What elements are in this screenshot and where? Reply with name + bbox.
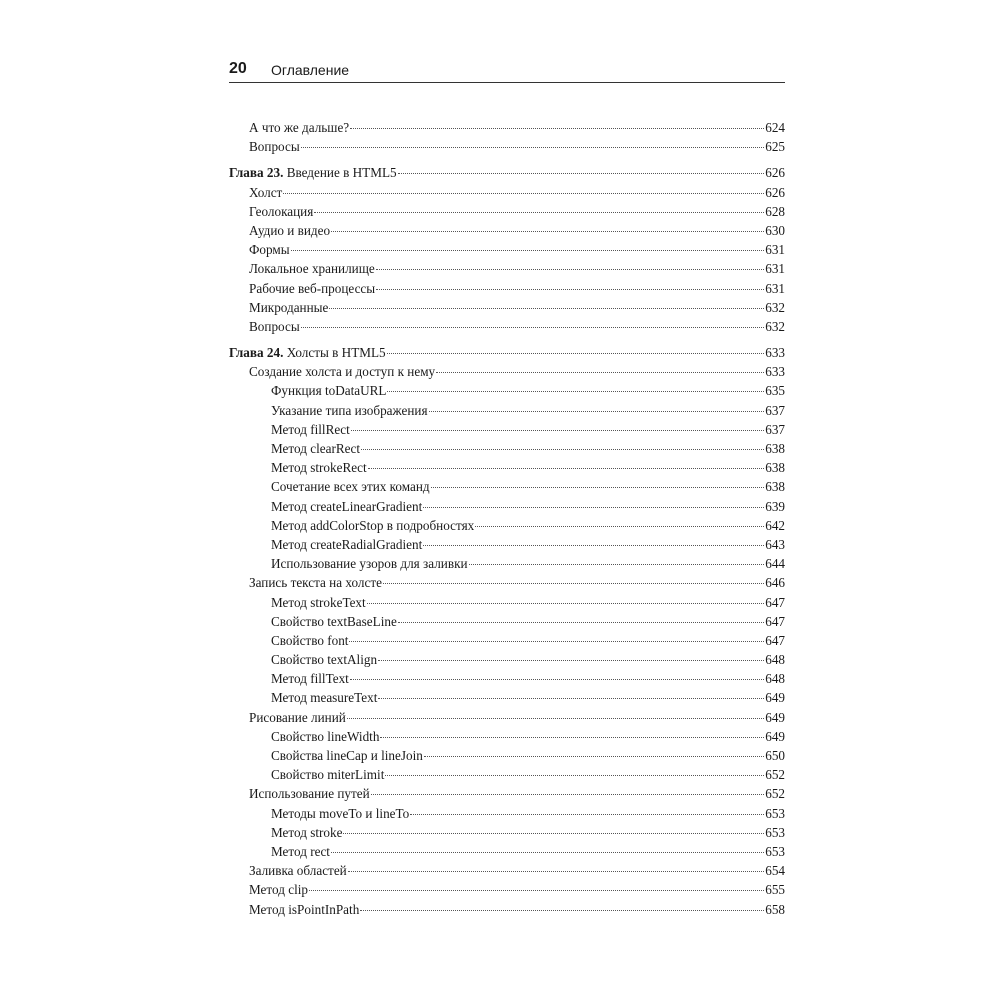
toc-entry-title xyxy=(271,631,348,650)
toc-page-number: 633 xyxy=(765,345,785,361)
toc-page-number: 632 xyxy=(765,318,785,334)
dot-leader xyxy=(376,268,764,270)
toc-entry xyxy=(229,381,785,400)
toc-entry-title xyxy=(249,317,300,336)
toc-entry xyxy=(229,458,785,477)
dot-leader xyxy=(291,249,765,251)
toc-entry xyxy=(229,259,785,278)
toc-entry xyxy=(229,137,785,156)
toc-page-number: 655 xyxy=(765,882,785,898)
toc-entry-title xyxy=(249,708,346,727)
toc-page-number: 653 xyxy=(765,805,785,821)
toc-entry-label: А что же дальше? xyxy=(249,120,350,135)
chapter-number: Глава 23. xyxy=(229,165,284,181)
toc-entry-title xyxy=(229,163,397,182)
toc-page-number: 649 xyxy=(765,728,785,744)
dot-leader xyxy=(380,736,764,738)
dot-leader xyxy=(383,582,764,584)
toc-page-number: 631 xyxy=(765,242,785,258)
toc-entry xyxy=(229,593,785,612)
toc-entry-label: Микроданные xyxy=(249,299,329,315)
section-title: Оглавление xyxy=(271,62,350,78)
dot-leader xyxy=(331,230,764,232)
chapter-number: Глава 24. xyxy=(229,345,284,361)
toc-entry-label: Свойство textAlign xyxy=(271,652,378,668)
toc-entry-title xyxy=(271,669,349,688)
dot-leader xyxy=(429,410,765,412)
toc-page-number: 630 xyxy=(765,222,785,238)
toc-page-number: 647 xyxy=(765,594,785,610)
toc-page-number: 626 xyxy=(765,184,785,200)
toc-page-number: 642 xyxy=(765,517,785,533)
toc-entry-title xyxy=(229,343,386,362)
toc-entry xyxy=(229,317,785,336)
toc-entry-title xyxy=(271,765,384,784)
toc-entry-label: Метод fillText xyxy=(271,671,349,687)
dot-leader xyxy=(410,813,764,815)
toc-entry-label: Метод clip xyxy=(249,882,308,898)
toc-entry-title xyxy=(249,221,330,240)
dot-leader xyxy=(423,544,764,546)
toc-page-number: 648 xyxy=(765,671,785,687)
toc-entry-title xyxy=(249,298,328,317)
toc-page-number: 639 xyxy=(765,498,785,514)
toc-chapter-entry xyxy=(229,343,785,362)
toc-entry xyxy=(229,183,785,202)
page-number: 20 xyxy=(229,60,247,77)
toc-entry xyxy=(229,861,785,880)
toc-page-number: 653 xyxy=(765,824,785,840)
toc-entry-title xyxy=(271,516,474,535)
toc-entry xyxy=(229,516,785,535)
toc-page-number: 638 xyxy=(765,460,785,476)
toc-entry xyxy=(229,746,785,765)
toc-entry-label: Свойство textBaseLine xyxy=(271,613,397,629)
toc-entry-label: Заливка областей xyxy=(249,863,347,879)
dot-leader xyxy=(349,640,764,642)
toc-entry-label: Метод stroke xyxy=(271,824,343,840)
dot-leader xyxy=(385,774,764,776)
toc-entry-label: Запись текста на холсте xyxy=(249,575,382,591)
toc-entry-title xyxy=(271,746,423,765)
toc-entry xyxy=(229,823,785,842)
toc-page-number: 658 xyxy=(765,901,785,917)
toc-page-number: 648 xyxy=(765,652,785,668)
toc-entry-label: Метод addColorStop в подробностях xyxy=(271,517,475,533)
toc-entry-label: Метод isPointInPath xyxy=(249,901,360,917)
toc-entry xyxy=(229,842,785,861)
dot-leader xyxy=(351,429,764,431)
toc-entry-label: Функция toDataURL xyxy=(271,383,387,399)
toc-entry-title xyxy=(249,900,359,919)
toc-entry-label: Указание типа изображения xyxy=(271,402,428,418)
toc-entry-title xyxy=(271,593,366,612)
dot-leader xyxy=(387,352,765,354)
toc-entry-label: Метод strokeRect xyxy=(271,460,367,476)
toc-entry-title xyxy=(249,202,313,221)
table-of-contents xyxy=(229,118,785,919)
toc-page-number: 631 xyxy=(765,261,785,277)
toc-entry-label: Метод clearRect xyxy=(271,441,360,456)
toc-entry-label: Метод createLinearGradient xyxy=(271,498,423,514)
toc-chapter-entry xyxy=(229,163,785,182)
toc-entry-title xyxy=(249,183,282,202)
toc-entry xyxy=(229,497,785,516)
toc-page-number: 628 xyxy=(765,203,785,219)
toc-entry xyxy=(229,535,785,554)
toc-entry-label: Вопросы xyxy=(249,139,300,155)
toc-entry-title xyxy=(271,688,377,707)
toc-entry-title xyxy=(249,259,375,278)
toc-entry-title xyxy=(249,573,382,592)
toc-entry xyxy=(229,439,785,458)
toc-page-number: 625 xyxy=(765,139,785,155)
toc-entry-title xyxy=(249,861,347,880)
toc-entry-label: Свойство miterLimit xyxy=(271,767,385,783)
toc-entry-label: Метод strokeText xyxy=(271,594,366,610)
toc-entry-label: Введение в HTML5 xyxy=(286,165,397,181)
dot-leader xyxy=(283,192,764,194)
toc-entry-title xyxy=(249,240,290,259)
toc-entry xyxy=(229,221,785,240)
toc-entry xyxy=(229,420,785,439)
dot-leader xyxy=(469,563,765,565)
toc-page-number: 632 xyxy=(765,299,785,315)
toc-page-number: 652 xyxy=(765,767,785,783)
toc-entry-title xyxy=(249,137,300,156)
toc-entry-label: Сочетание всех этих команд xyxy=(271,479,430,495)
dot-leader xyxy=(378,659,764,661)
toc-entry xyxy=(229,900,785,919)
toc-entry xyxy=(229,650,785,669)
toc-page-number: 635 xyxy=(765,383,785,399)
dot-leader xyxy=(371,793,765,795)
toc-entry xyxy=(229,765,785,784)
toc-page-number: 637 xyxy=(765,421,785,437)
dot-leader xyxy=(368,467,765,469)
dot-leader xyxy=(329,307,764,309)
toc-entry-title xyxy=(249,362,435,381)
toc-entry-label: Использование путей xyxy=(249,786,370,802)
dot-leader xyxy=(378,697,764,699)
toc-entry xyxy=(229,554,785,573)
dot-leader xyxy=(309,889,764,891)
dot-leader xyxy=(398,621,764,623)
toc-entry-title xyxy=(271,477,430,496)
dot-leader xyxy=(436,371,764,373)
toc-page-number: 647 xyxy=(765,613,785,629)
toc-entry-title xyxy=(271,823,342,842)
toc-entry xyxy=(229,688,785,707)
toc-entry-title xyxy=(271,497,422,516)
toc-page-number: 626 xyxy=(765,165,785,181)
toc-entry xyxy=(229,279,785,298)
toc-entry xyxy=(229,727,785,746)
dot-leader xyxy=(350,678,764,680)
toc-entry-label: Аудио и видео xyxy=(249,222,331,238)
toc-entry xyxy=(229,362,785,381)
toc-entry-title xyxy=(271,458,367,477)
toc-entry-label: Метод fillRect xyxy=(271,421,350,437)
toc-entry-title xyxy=(249,279,375,298)
dot-leader xyxy=(314,211,764,213)
toc-entry xyxy=(229,804,785,823)
toc-entry xyxy=(229,573,785,592)
toc-entry-title xyxy=(271,381,386,400)
toc-entry xyxy=(229,202,785,221)
toc-page-number: 643 xyxy=(765,536,785,552)
toc-page-number: 652 xyxy=(765,786,785,802)
toc-entry-label: Холсты в HTML5 xyxy=(286,345,386,361)
dot-leader xyxy=(387,390,764,392)
toc-entry-label: Свойство lineWidth xyxy=(271,728,380,744)
toc-entry xyxy=(229,477,785,496)
toc-entry xyxy=(229,708,785,727)
toc-page-number: 644 xyxy=(765,556,785,572)
dot-leader xyxy=(424,755,764,757)
dot-leader xyxy=(301,326,765,328)
toc-entry-label: Создание холста и доступ к нему xyxy=(249,364,436,380)
toc-entry-title xyxy=(249,784,370,803)
toc-entry-title xyxy=(271,842,330,861)
toc-page-number: 638 xyxy=(765,479,785,495)
dot-leader xyxy=(376,288,764,290)
dot-leader xyxy=(361,448,764,450)
dot-leader xyxy=(343,832,764,834)
toc-entry xyxy=(229,880,785,899)
toc-entry-label: Свойства lineCap и lineJoin xyxy=(271,748,423,763)
toc-entry-label: Использование узоров для заливки xyxy=(271,556,468,572)
toc-entry-label: Локальное хранилище xyxy=(249,261,375,277)
toc-entry-title xyxy=(271,401,428,420)
toc-entry-title xyxy=(271,612,397,631)
toc-entry-label: Методы moveTo и lineTo xyxy=(271,805,410,821)
toc-entry-title xyxy=(249,118,349,137)
toc-entry xyxy=(229,240,785,259)
toc-page-number: 647 xyxy=(765,632,785,648)
toc-entry-label: Рабочие веб-процессы xyxy=(249,280,376,296)
toc-page-number: 638 xyxy=(765,441,785,456)
toc-entry-label: Формы xyxy=(249,242,290,258)
toc-entry-label: Геолокация xyxy=(249,203,314,219)
toc-entry-title xyxy=(271,804,409,823)
toc-entry-label: Метод createRadialGradient xyxy=(271,536,423,552)
toc-entry xyxy=(229,298,785,317)
toc-entry xyxy=(229,401,785,420)
page-header xyxy=(229,60,785,83)
toc-entry-title xyxy=(271,420,350,439)
toc-page-number: 650 xyxy=(765,748,785,763)
dot-leader xyxy=(367,602,765,604)
toc-page-number: 631 xyxy=(765,280,785,296)
toc-entry-label: Метод measureText xyxy=(271,690,378,706)
dot-leader xyxy=(398,172,765,174)
toc-entry-label: Свойство font xyxy=(271,632,349,648)
toc-page-number: 649 xyxy=(765,709,785,725)
toc-entry-title xyxy=(271,650,377,669)
dot-leader xyxy=(431,486,765,488)
toc-page-number: 653 xyxy=(765,843,785,859)
toc-entry xyxy=(229,631,785,650)
toc-entry-title xyxy=(271,535,422,554)
toc-page-number: 654 xyxy=(765,863,785,879)
toc-page-number: 633 xyxy=(765,364,785,380)
dot-leader xyxy=(350,127,764,129)
toc-entry xyxy=(229,784,785,803)
toc-entry-title xyxy=(271,439,360,458)
toc-entry-label: Вопросы xyxy=(249,318,300,334)
toc-page-number: 624 xyxy=(765,120,785,135)
toc-entry xyxy=(229,118,785,137)
toc-entry-title xyxy=(249,880,308,899)
dot-leader xyxy=(301,146,765,148)
toc-entry xyxy=(229,612,785,631)
toc-page-number: 637 xyxy=(765,402,785,418)
toc-page-number: 646 xyxy=(765,575,785,591)
toc-entry-label: Метод rect xyxy=(271,843,330,859)
toc-entry xyxy=(229,669,785,688)
toc-entry-label: Холст xyxy=(249,184,283,200)
dot-leader xyxy=(423,506,764,508)
dot-leader xyxy=(348,870,764,872)
toc-entry-title xyxy=(271,727,379,746)
toc-entry-label: Рисование линий xyxy=(249,709,346,725)
dot-leader xyxy=(360,909,764,911)
toc-page-number: 649 xyxy=(765,690,785,706)
toc-entry-title xyxy=(271,554,468,573)
dot-leader xyxy=(331,851,764,853)
dot-leader xyxy=(475,525,764,527)
dot-leader xyxy=(347,717,764,719)
